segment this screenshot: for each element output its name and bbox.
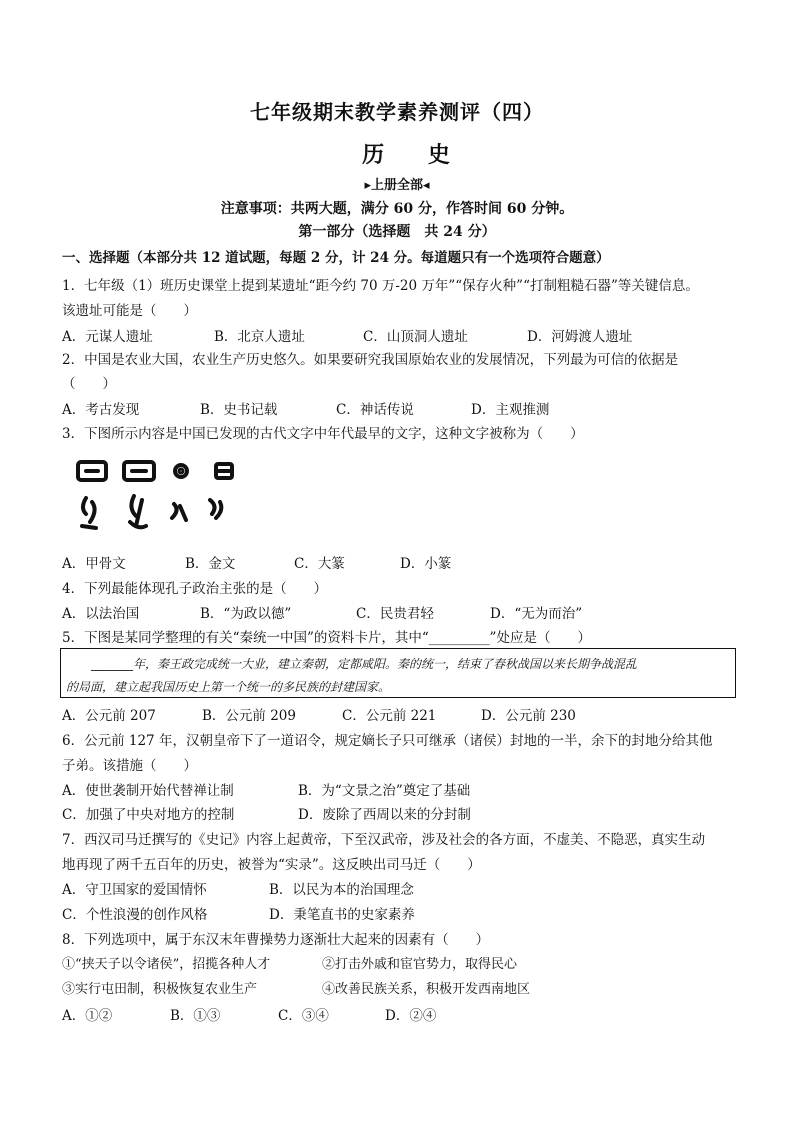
- q3-stem-line1: 3．下图所示内容是中国已发现的古代文字中年代最早的文字，这种文字被称为（ ）: [62, 426, 584, 442]
- exam-title: 七年级期末教学素养测评（四）: [250, 100, 544, 124]
- oracle-bone-script-image: [76, 456, 246, 536]
- q1-stem-line1: 1．七年级（1）班历史课堂上提到某遗址“距今约 70 万-20 万年”“保存火种”“打制粗糙石器”等关键信息。: [62, 278, 699, 294]
- q2-option-a: A．考古发现: [62, 402, 140, 418]
- q4-stem-line1: 4．下列最能体现孔子政治主张的是（ ）: [62, 581, 328, 597]
- q8-option-a: A．①②: [62, 1008, 113, 1024]
- q8-option-b: B．①③: [170, 1008, 221, 1024]
- q1-option-d: D．河姆渡人遗址: [527, 329, 633, 345]
- q3-option-a: A．甲骨文: [62, 556, 126, 572]
- q1-option-b: B．北京人遗址: [214, 329, 305, 345]
- q5-option-d: D．公元前 230: [481, 708, 576, 724]
- exam-notice: 注意事项：共两大题，满分 60 分，作答时间 60 分钟。: [220, 201, 574, 217]
- q2-stem-line1: 2．中国是农业大国，农业生产历史悠久。如果要研究我国原始农业的发展情况，下列最为可信的依据是: [62, 352, 679, 368]
- q7-option-a: A．守卫国家的爱国情怀: [62, 882, 207, 898]
- q6-option-b: B．为“文景之治”奠定了基础: [298, 783, 471, 799]
- q8-statement-2: ②打击外戚和宦官势力，取得民心: [322, 957, 518, 972]
- q6-option-c: C．加强了中央对地方的控制: [62, 807, 235, 823]
- q8-statement-1: ①“挟天子以令诸侯”，招揽各种人才: [62, 957, 271, 972]
- exam-scope: ▸上册全部◂: [364, 178, 430, 193]
- q1-option-a: A．元谋人遗址: [62, 329, 153, 345]
- q8-stem-line1: 8．下列选项中，属于东汉末年曹操势力逐渐壮大起来的因素有（ ）: [62, 932, 490, 948]
- q8-statement-4: ④改善民族关系，积极开发西南地区: [322, 982, 531, 997]
- q7-option-c: C．个性浪漫的创作风格: [62, 907, 208, 923]
- q4-option-a: A．以法治国: [62, 606, 140, 622]
- q3-option-c: C．大篆: [294, 556, 345, 572]
- subject-title: 历 史: [362, 142, 468, 168]
- q5-option-a: A．公元前 207: [62, 708, 156, 724]
- q5-info-card: [60, 648, 736, 698]
- q5-card-line1: _______年，秦王政完成统一大业，建立秦朝，定都咸阳。秦的统一，结束了春秋战国以来长期争战混乱: [91, 657, 638, 671]
- q6-option-a: A．使世袭制开始代替禅让制: [62, 783, 234, 799]
- part-heading: 第一部分（选择题 共 24 分）: [298, 224, 496, 240]
- q2-option-d: D．主观推测: [471, 402, 550, 418]
- q8-statement-3: ③实行屯田制，积极恢复农业生产: [62, 982, 258, 997]
- q6-stem-line2: 子弟。该措施（ ）: [62, 758, 197, 774]
- q5-stem-line1: 5．下图是某同学整理的有关“秦统一中国”的资料卡片，其中“_________”处应是（ ）: [62, 630, 591, 646]
- q7-stem-line1: 7．西汉司马迁撰写的《史记》内容上起黄帝，下至汉武帝，涉及社会的各方面，不虚美、不隐恶，真实生动: [62, 832, 706, 848]
- q5-option-b: B．公元前 209: [202, 708, 296, 724]
- q4-option-d: D．“无为而治”: [490, 606, 583, 622]
- q6-stem-line1: 6．公元前 127 年，汉朝皇帝下了一道诏令，规定嫡长子只可继承（诸侯）封地的一半，余下的封地分给其他: [62, 733, 713, 749]
- q4-option-c: C．民贵君轻: [356, 606, 434, 622]
- q5-option-c: C．公元前 221: [342, 708, 437, 724]
- q8-option-c: C．③④: [278, 1008, 329, 1024]
- q5-card-line2: 的局面，建立起我国历史上第一个统一的多民族的封建国家。: [66, 680, 391, 694]
- q1-option-c: C．山顶洞人遗址: [363, 329, 468, 345]
- q6-option-d: D．废除了西周以来的分封制: [298, 807, 471, 823]
- q7-option-d: D．秉笔直书的史家素养: [269, 907, 415, 923]
- q2-option-c: C．神话传说: [336, 402, 414, 418]
- q2-option-b: B．史书记载: [200, 402, 278, 418]
- q2-stem-line2: （ ）: [62, 376, 116, 392]
- q7-stem-line2: 地再现了两千五百年的历史，被誉为“实录”。这反映出司马迁（ ）: [62, 857, 481, 873]
- q3-option-b: B．金文: [185, 556, 236, 572]
- q8-option-d: D．②④: [385, 1008, 437, 1024]
- q7-option-b: B．以民为本的治国理念: [269, 882, 414, 898]
- q3-option-d: D．小篆: [400, 556, 452, 572]
- q1-stem-line2: 该遗址可能是（ ）: [62, 303, 197, 319]
- section-heading: 一、选择题（本部分共 12 道试题，每题 2 分，计 24 分。每道题只有一个选项符合题意）: [62, 250, 610, 266]
- q4-option-b: B．“为政以德”: [200, 606, 292, 622]
